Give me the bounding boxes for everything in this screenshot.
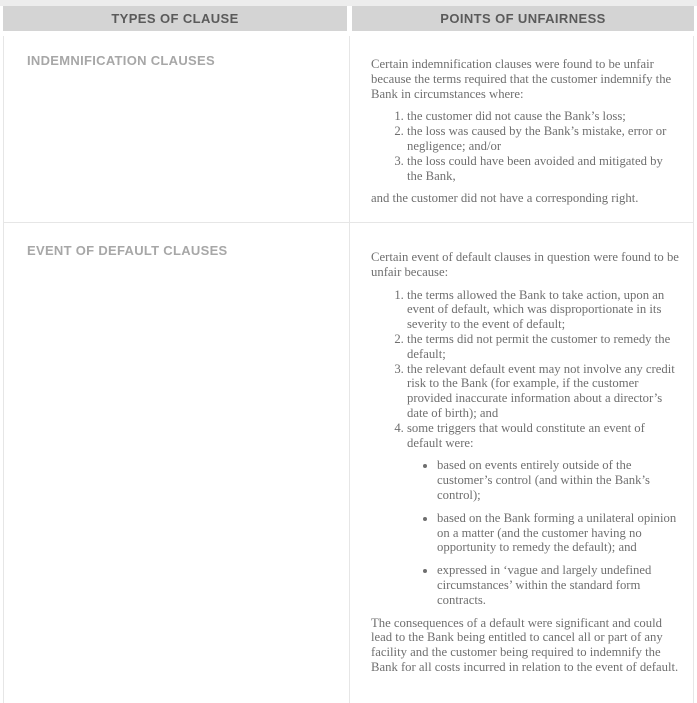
unfair-clauses-table (3, 6, 694, 703)
table-header-row (3, 6, 694, 31)
points-intro: Certain indemnification clauses were found to be unfair because the terms required that the customer indemnify the Bank in circumstances where: (371, 57, 672, 101)
points-outro: The consequences of a default were significant and could lead to the Bank being entitled to cancel all or part of any facility and the customer being required to indemnify the Bank for all costs incurred in relation to the event of default. (371, 615, 679, 674)
points-list (371, 288, 681, 608)
sub-list-item: • based on events entirely outside of the customer’s control (and within the Bank’s control); (437, 458, 681, 502)
sub-list-item: • based on the Bank forming a unilateral opinion on a matter (and the customer having no opportunity to remedy the default); and (437, 511, 681, 555)
table-body (3, 36, 694, 703)
header-cell-types-of-clause: TYPES OF CLAUSE (3, 6, 347, 31)
row-indemnification-points-cell (350, 36, 693, 223)
points-intro: Certain event of default clauses in question were found to be unfair because: (371, 250, 679, 279)
list-item: 1. the terms allowed the Bank to take action, upon an event of default, which was disproportionate in its severity to the event of default; (407, 288, 681, 332)
clause-type-label: INDEMNIFICATION CLAUSES (27, 53, 215, 68)
list-item: 2. the loss was caused by the Bank’s mistake, error or negligence; and/or (407, 124, 681, 154)
list-item: 4. some triggers that would constitute an event of default were: • based on events entirely outside of the customer’s control (and within the Bank’s control); • based on the Bank forming a unilateral opinion on a matter (and the customer having no opportunity to remedy the default); and • expressed in ‘vague and largely undefined circumstances’ within the standard form contracts. (407, 421, 681, 608)
header-cell-points-of-unfairness: POINTS OF UNFAIRNESS (352, 6, 694, 31)
sub-list (407, 458, 681, 607)
list-item: 3. the relevant default event may not involve any credit risk to the Bank (for example, if the customer provided inaccurate information about a director’s date of birth); and (407, 362, 681, 421)
row-indemnification-type-cell (4, 36, 350, 223)
list-item: 1. the customer did not cause the Bank’s loss; (407, 109, 681, 124)
points-list (371, 109, 681, 183)
row-event-of-default-points-cell (350, 223, 693, 703)
clause-type-label: EVENT OF DEFAULT CLAUSES (27, 243, 228, 258)
sub-list-item: • expressed in ‘vague and largely undefined circumstances’ within the standard form contracts. (437, 563, 681, 607)
points-outro: and the customer did not have a corresponding right. (371, 191, 639, 206)
list-item: 2. the terms did not permit the customer to remedy the default; (407, 332, 681, 362)
list-item: 3. the loss could have been avoided and mitigated by the Bank, (407, 154, 681, 184)
row-event-of-default-type-cell (4, 223, 350, 703)
